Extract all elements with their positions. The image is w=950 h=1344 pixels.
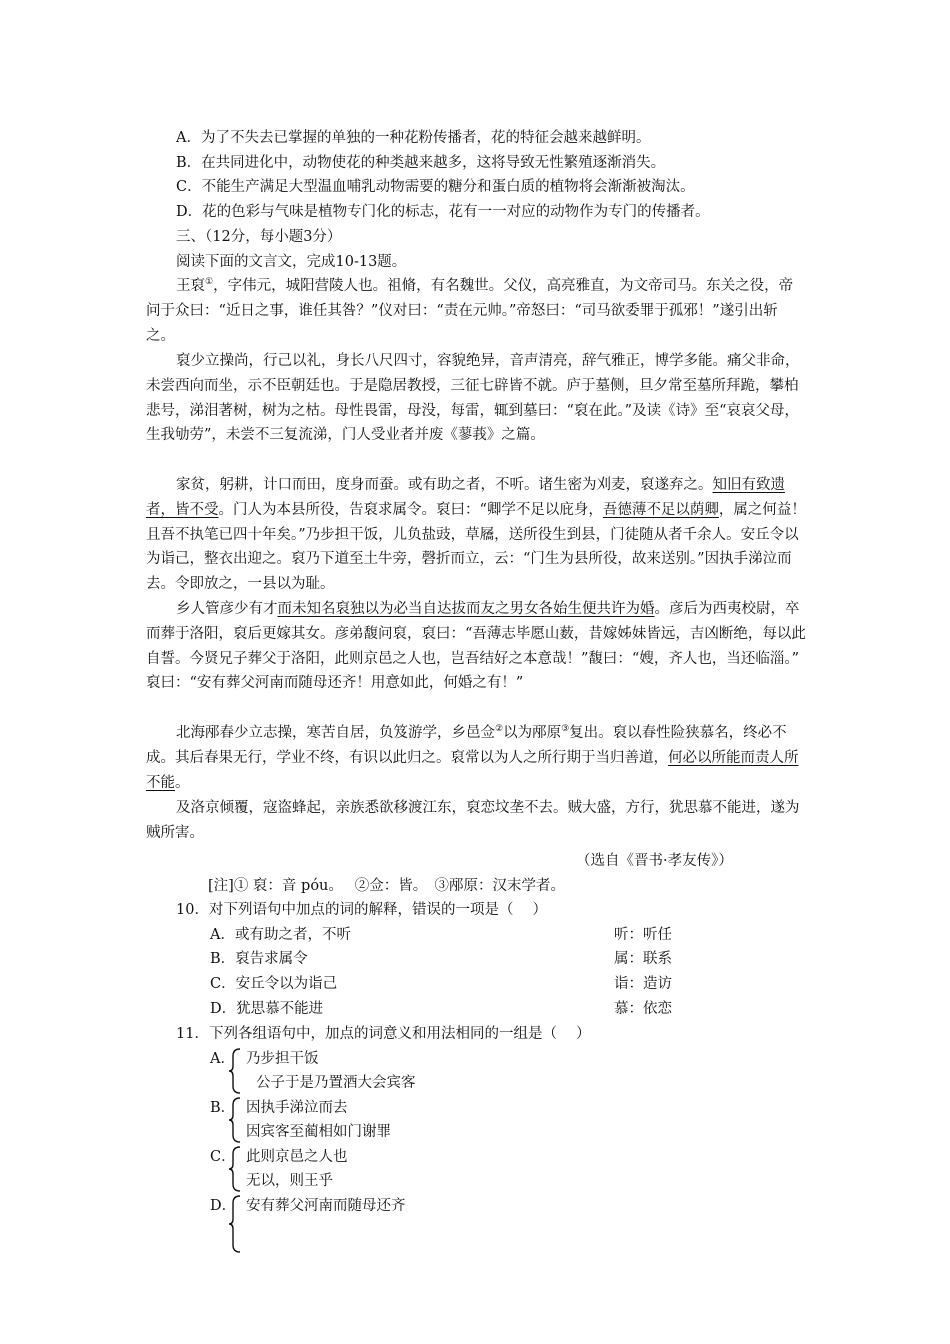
passage-paragraph-6: 及洛京倾覆，寇盗蜂起，亲族悉欲移渡江东，裒恋坟垄不去。贼大盛，方行，犹思慕不能进，遂为贼所害。: [146, 800, 800, 841]
brace-icon: [228, 1097, 242, 1143]
option-d: D．花的色彩与气味是植物专门化的标志，花有一一对应的动物作为专门的传播者。: [176, 204, 710, 220]
underlined-sentence-4: 何必以所能而责人所不能: [146, 749, 799, 791]
brace-icon: [228, 1195, 242, 1253]
underlined-sentence-2: 吾德薄不足以荫卿: [602, 501, 719, 518]
q11-option-b-letter: B．: [210, 1100, 236, 1116]
q10-option-a: A．或有助之者，不听: [210, 927, 351, 943]
q10-gloss-a: 听：听任: [614, 927, 672, 943]
q11-a-line2: 公子于是乃置酒大会宾客: [256, 1075, 416, 1091]
q11-option-a-letter: A．: [210, 1051, 235, 1067]
q10-option-b: B．裒告求属令: [210, 951, 308, 967]
q10-option-d: D．犹思慕不能进: [210, 1001, 324, 1017]
q11-b-line1: 因执手涕泣而去: [246, 1100, 348, 1116]
option-a: A．为了不失去已掌握的单独的一种花粉传播者，花的特征会越来越鲜明。: [176, 130, 651, 146]
passage-paragraph-3: 家贫，躬耕，计口而田，度身而蚕。或有助之者，不听。诸生密为刈麦，裒遂弃之。知旧有致遗者，皆不受。门人为本县所役，告裒求属令。裒曰：“卿学不足以庇身，吾德薄不足以荫卿，属之何益！且吾不执笔已四十年矣。”乃步担干饭，儿负盐豉，草屩，送所役生到县，门徒随从者千余人。安丘令以为诣己，整衣出迎之。裒乃下道至土牛旁，磬折而立，云：“门生为县所役，故来送别。”因执手涕泣而去。令即放之，一县以为耻。: [146, 477, 806, 593]
q10-gloss-b: 属：联系: [614, 951, 672, 967]
q11-d-line1: 安有葬父河南而随母还齐: [246, 1198, 406, 1214]
q11-c-line2: 无以，则王乎: [246, 1173, 333, 1189]
q10-option-c: C．安丘令以为诣己: [210, 976, 338, 992]
option-b: B．在共同进化中，动物使花的种类越来越多，这将导致无性繁殖逐渐消失。: [176, 155, 666, 171]
section-heading: 三、（12分，每小题3分）: [176, 229, 342, 245]
brace-icon: [228, 1146, 242, 1192]
passage-paragraph-4: 乡人管彦少有才而未知名裒独以为必当自达拔而友之男女各始生便共许为婚。彦后为西夷校尉，卒而葬于洛阳，裒后更嫁其女。彦弟馥问裒，裒曰：“吾薄志毕愿山薮，昔嫁姊妹皆远，吉凶断绝，每以此自誓。今贤兄子葬父于洛阳，此则京邑之人也，岂吾结好之本意哉！”馥曰：“嫂，齐人也，当还临淄。” 裒曰：“安有葬父河南而随母还齐！用意如此，何婚之有！”: [146, 601, 806, 692]
underlined-sentence-3: 而未知名裒独以为必当自达拔而友之男女各始生便共许为婚: [277, 601, 655, 617]
q10-gloss-d: 慕：依恋: [614, 1001, 672, 1017]
q11-option-c-letter: C．: [210, 1149, 236, 1165]
q11-b-line2: 因宾客至蔺相如门谢罪: [246, 1124, 391, 1140]
option-c: C．不能生产满足大型温血哺乳动物需要的糖分和蛋白质的植物将会渐渐被淘汰。: [176, 179, 695, 195]
underlined-sentence-1: 知旧有致遗者，皆不受: [146, 477, 785, 518]
passage-paragraph-1: 王裒①，字伟元，城阳营陵人也。祖脩，有名魏世。父仪，高亮雅直，为文帝司马。东关之役，帝问于众曰：“近日之事，谁任其咎？”仪对曰：“责在元帅。”帝怒曰：“司马欲委罪于孤邪！”遂引出斩之。: [146, 277, 794, 344]
reading-instruction: 阅读下面的文言文，完成10-13题。: [176, 254, 407, 270]
passage-paragraph-5: 北海邴春少立志操，寒苦自居，负笈游学，乡邑佥②以为邴原③复出。裒以春性险狭慕名，终必不成。其后春果无行，学业不终，有识以此归之。裒常以为人之所行期于当归善道，何必以所能而责人所不能。: [146, 724, 799, 791]
q10-stem: 10．对下列语句中加点的词的解释，错误的一项是（ ）: [176, 902, 548, 918]
q11-stem: 11．下列各组语句中，加点的词意义和用法相同的一组是（ ）: [176, 1026, 591, 1042]
q11-option-d-letter: D．: [210, 1198, 237, 1214]
footnotes: [注]① 裒：音 póu。 ②佥：皆。 ③邴原：汉末学者。: [208, 878, 565, 894]
passage-source: （选自《晋书·孝友传》）: [576, 853, 733, 869]
q10-gloss-c: 诣：造访: [614, 976, 672, 992]
passage-paragraph-2: 裒少立操尚，行己以礼，身长八尺四寸，容貌绝异，音声清亮，辞气雅正，博学多能。痛父非命，未尝西向而坐，示不臣朝廷也。于是隐居教授，三征七辟皆不就。庐于墓侧，旦夕常至墓所拜跪，攀柏悲号，涕泪著树，树为之枯。母性畏雷，母没，每雷，辄到墓曰：“裒在此。”及读《诗》至“哀哀父母，生我劬劳”，未尝不三复流涕，门人受业者并废《蓼莪》之篇。: [146, 353, 800, 444]
q11-a-line1: 乃步担干饭: [246, 1051, 319, 1067]
q11-c-line1: 此则京邑之人也: [246, 1149, 348, 1165]
brace-icon: [228, 1048, 242, 1094]
